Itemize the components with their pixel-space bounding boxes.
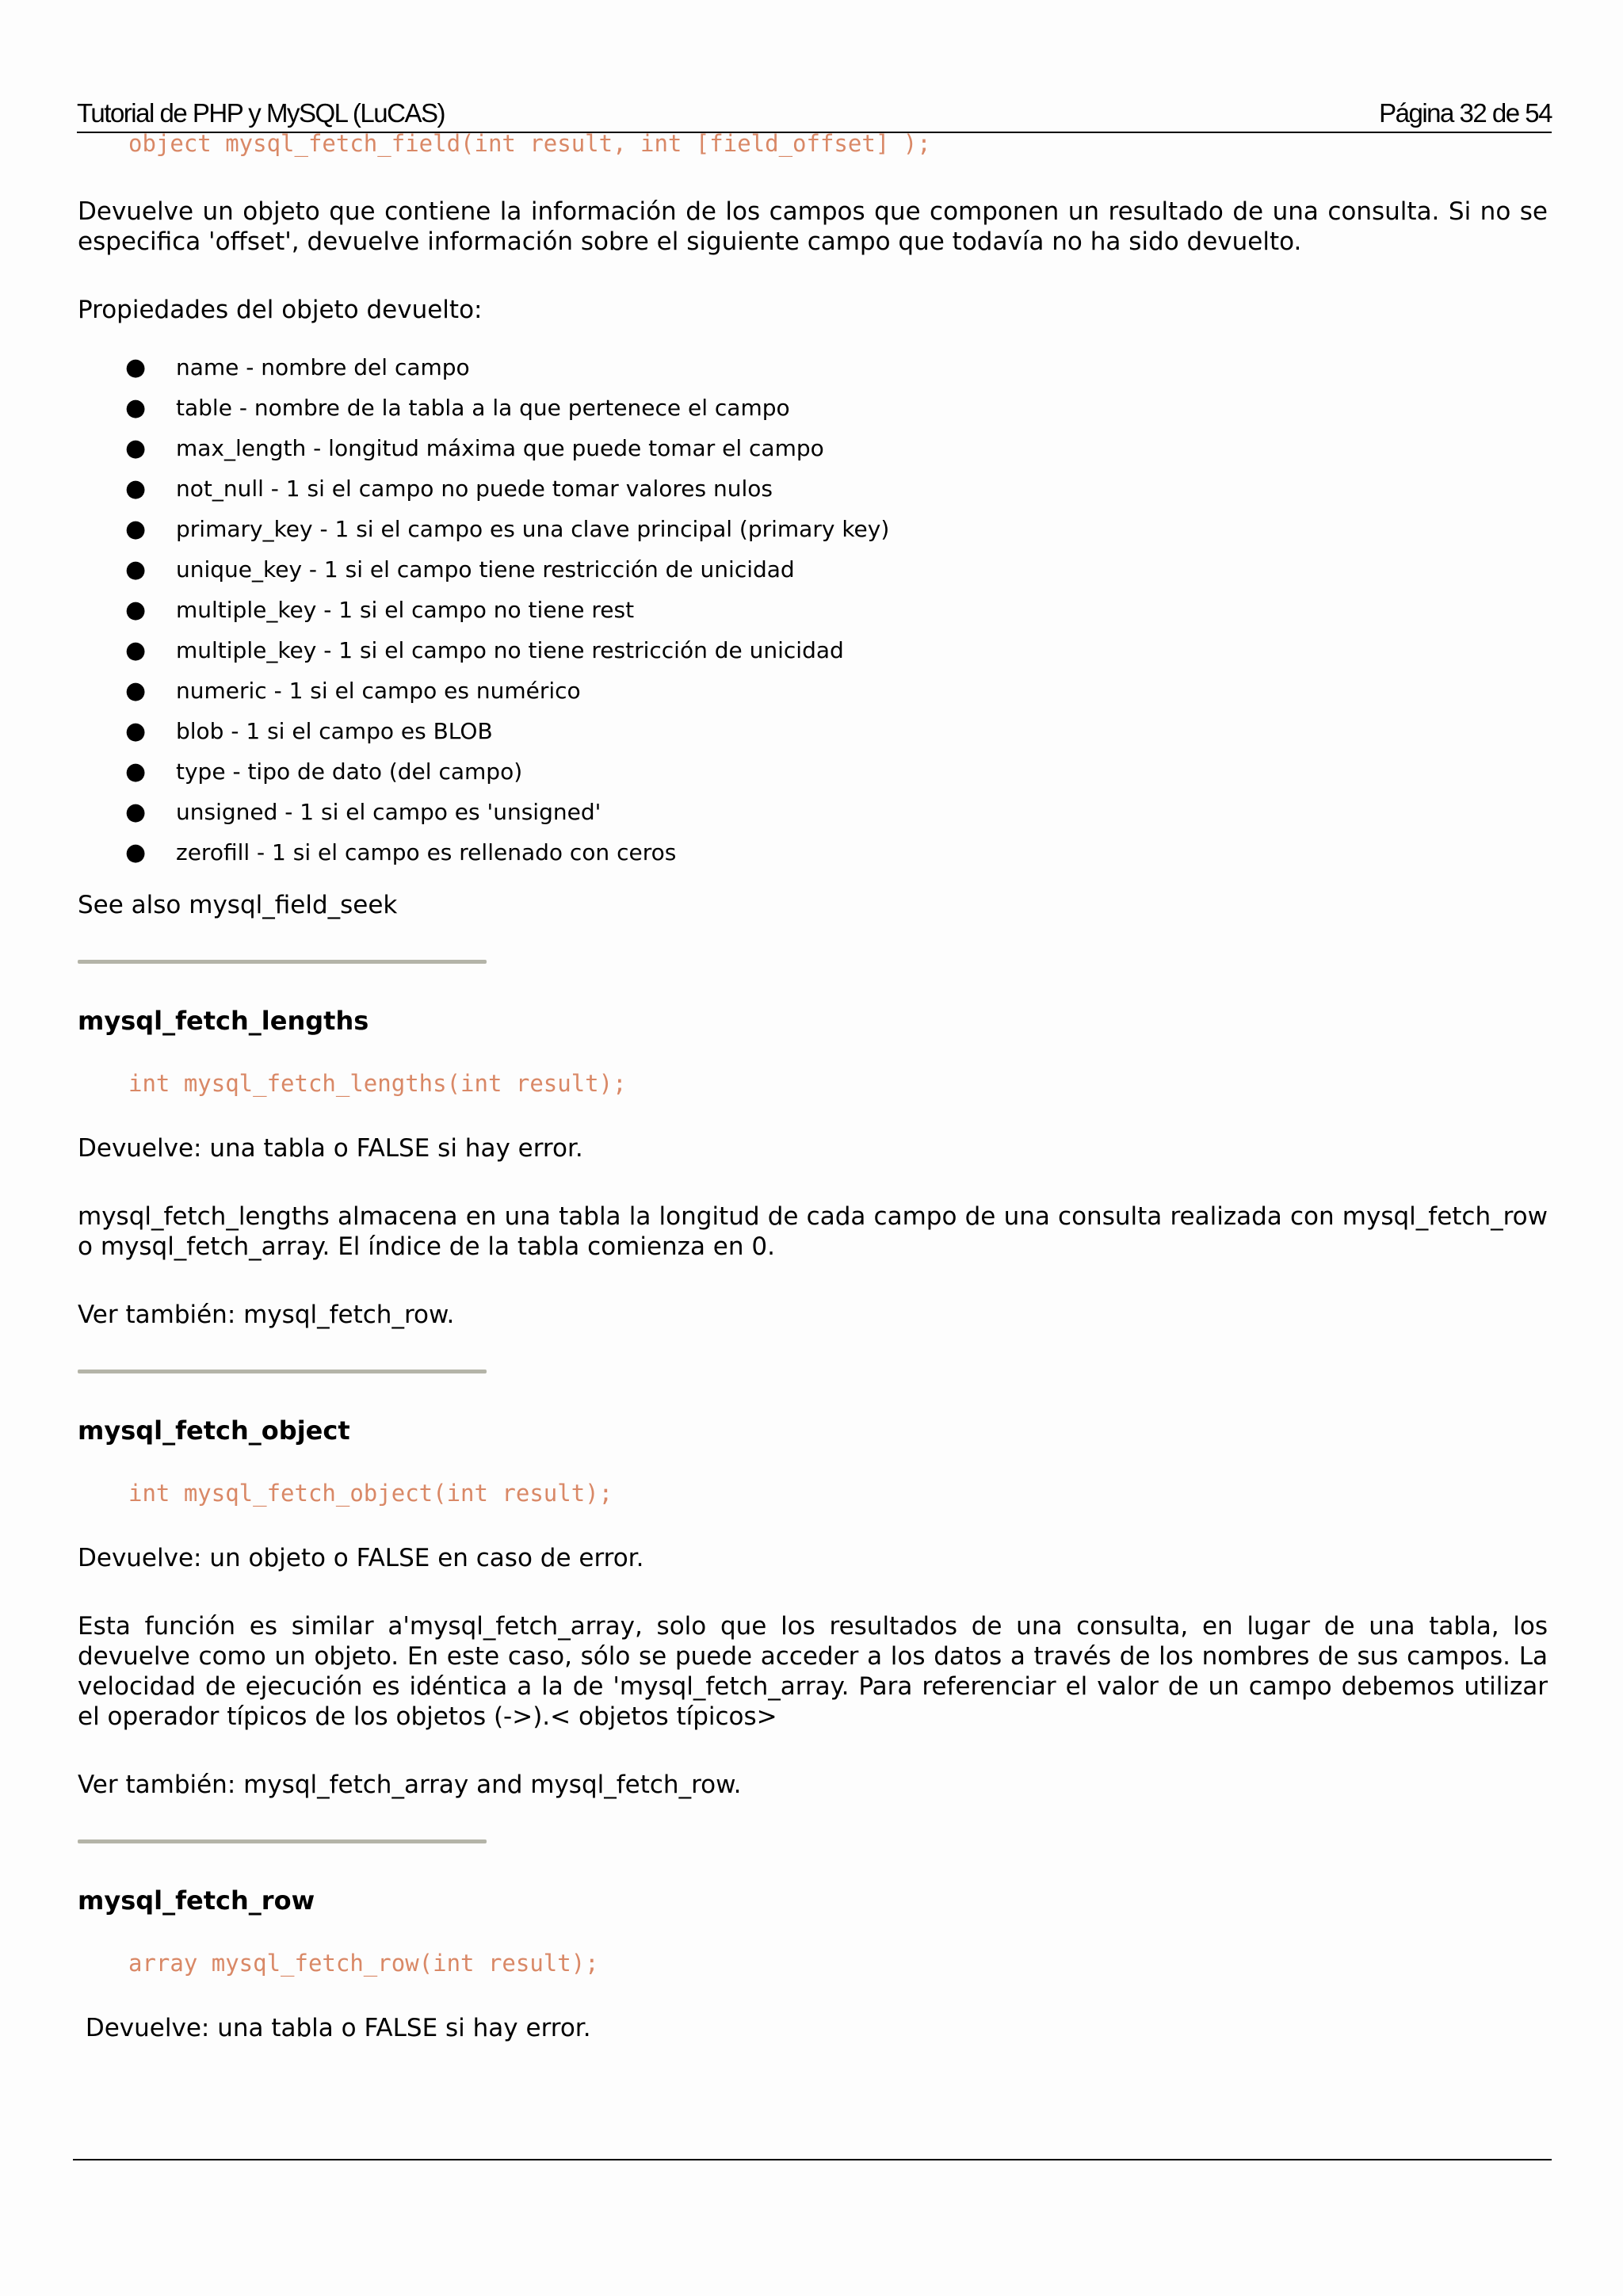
list-item: ● max_length - longitud máxima que puede tomar el campo: [78, 428, 1548, 468]
list-item: ● unique_key - 1 si el campo tiene restricción de unicidad: [78, 549, 1548, 590]
bullet-icon: ●: [125, 677, 147, 705]
page-content: [78, 130, 1548, 2043]
see-also-text: Ver también: mysql_fetch_array and mysql_fetch_row.: [78, 1771, 742, 1799]
header-title: Tutorial de PHP y MySQL (LuCAS): [77, 98, 445, 128]
list-item: ● name - nombre del campo: [78, 347, 1548, 388]
list-item: ● not_null - 1 si el campo no puede tomar valores nulos: [78, 468, 1548, 509]
list-item: ● multiple_key - 1 si el campo no tiene restricción de unicidad: [78, 630, 1548, 670]
list-item: ● table - nombre de la tabla a la que pertenece el campo: [78, 388, 1548, 428]
list-item: ● primary_key - 1 si el campo es una clave principal (primary key): [78, 509, 1548, 549]
returns-text: Devuelve: una tabla o FALSE si hay error.: [78, 2014, 591, 2042]
intro-paragraph: Devuelve un objeto que contiene la información de los campos que componen un resultado de una consulta. Si no se especifica 'offset', devuelve información sobre el siguiente campo que todavía no ha sido devuelto.: [78, 197, 1548, 256]
list-item: ● unsigned - 1 si el campo es 'unsigned': [78, 792, 1548, 832]
section-title-fetch-row: mysql_fetch_row: [78, 1885, 315, 1916]
bullet-icon: ●: [125, 758, 147, 785]
props-heading: Propiedades del objeto devuelto:: [78, 296, 483, 324]
function-signature: int mysql_fetch_lengths(int result);: [128, 1070, 627, 1097]
description-paragraph: Esta función es similar a'mysql_fetch_array, solo que los resultados de una consulta, en lugar de una tabla, los devuelve como un objeto. En este caso, sólo se puede acceder a los datos a través de los nombres de sus campos. La velocidad de ejecución es idéntica a la de 'mysql_fetch_array. Para referenciar el valor de un campo debemos utilizar el operador típicos de los objetos (->).< objetos típicos>: [78, 1612, 1548, 1731]
list-item: ● numeric - 1 si el campo es numérico: [78, 670, 1548, 711]
section-divider: [78, 960, 487, 964]
list-item: ● multiple_key - 1 si el campo no tiene rest: [78, 590, 1548, 630]
see-also-field-seek: See also mysql_field_seek: [78, 891, 398, 919]
section-title-fetch-object: mysql_fetch_object: [78, 1415, 350, 1446]
see-also-text: Ver también: mysql_fetch_row.: [78, 1301, 455, 1329]
function-signature: int mysql_fetch_object(int result);: [128, 1480, 613, 1507]
bullet-icon: ●: [125, 839, 147, 866]
bullet-icon: ●: [125, 394, 147, 422]
section-divider: [78, 1370, 487, 1373]
list-item: ● type - tipo de dato (del campo): [78, 751, 1548, 792]
footer-rule: [73, 2159, 1552, 2160]
function-signature: array mysql_fetch_row(int result);: [128, 1950, 599, 1977]
returns-text: Devuelve: una tabla o FALSE si hay error.: [78, 1134, 583, 1163]
bullet-icon: ●: [125, 434, 147, 462]
properties-list: [78, 347, 1548, 873]
bullet-icon: ●: [125, 798, 147, 826]
bullet-icon: ●: [125, 636, 147, 664]
bullet-icon: ●: [125, 475, 147, 502]
bullet-icon: ●: [125, 353, 147, 381]
list-item: ● blob - 1 si el campo es BLOB: [78, 711, 1548, 751]
bullet-icon: ●: [125, 717, 147, 745]
function-signature: object mysql_fetch_field(int result, int [field_offset] );: [128, 130, 931, 157]
description-paragraph: mysql_fetch_lengths almacena en una tabla la longitud de cada campo de una consulta realizada con mysql_fetch_row o mysql_fetch_array. El índice de la tabla comienza en 0.: [78, 1202, 1548, 1261]
page-header: [77, 95, 1552, 133]
bullet-icon: ●: [125, 596, 147, 624]
returns-text: Devuelve: un objeto o FALSE en caso de error.: [78, 1544, 644, 1572]
list-item: ● zerofill - 1 si el campo es rellenado con ceros: [78, 832, 1548, 873]
section-divider: [78, 1839, 487, 1843]
bullet-icon: ●: [125, 556, 147, 583]
header-page-number: Página 32 de 54: [1379, 98, 1552, 128]
section-title-fetch-lengths: mysql_fetch_lengths: [78, 1006, 369, 1036]
bullet-icon: ●: [125, 515, 147, 543]
